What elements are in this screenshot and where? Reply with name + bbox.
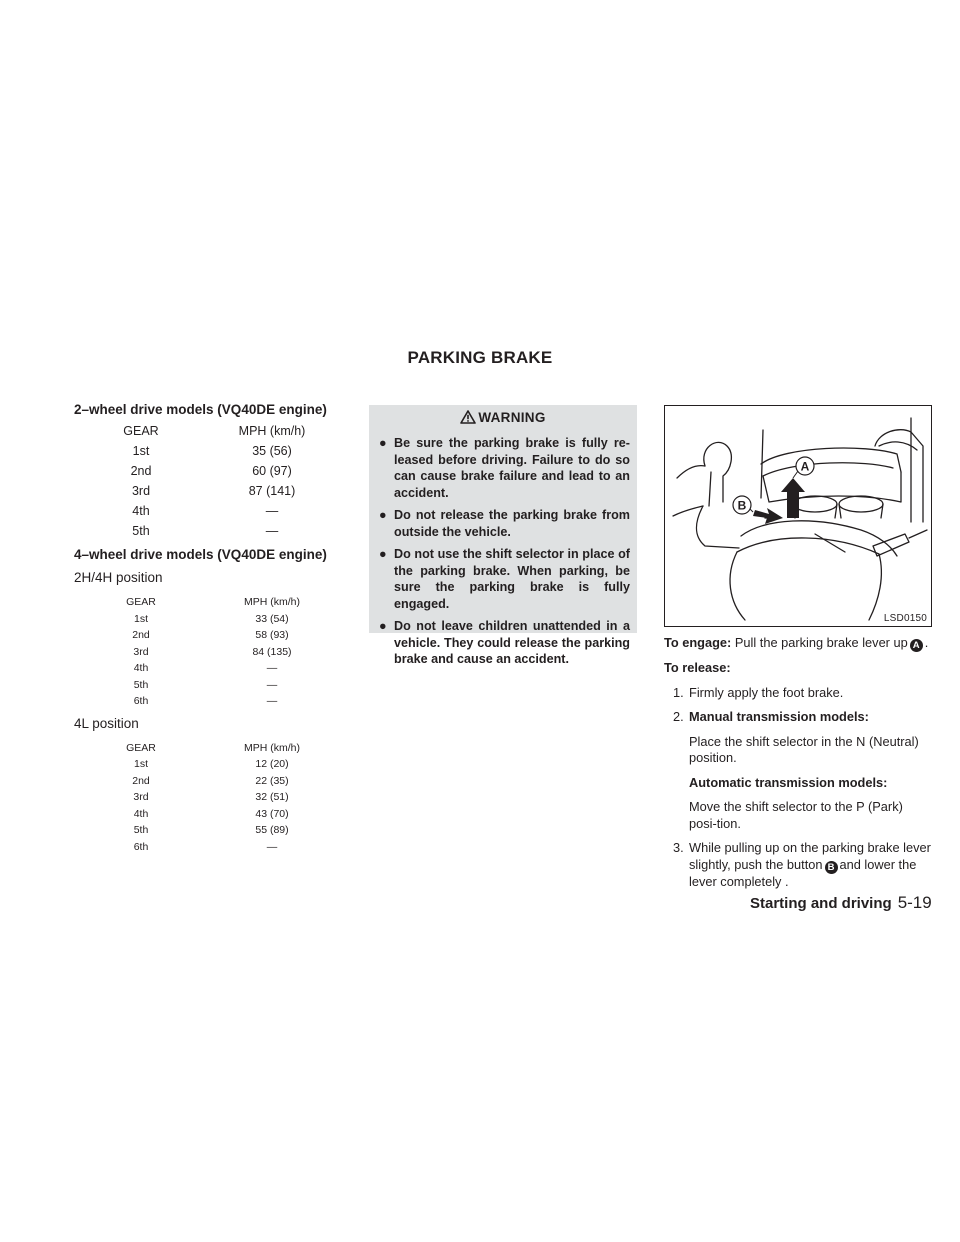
speed-header: MPH (km/h) — [244, 741, 300, 754]
callout-b: B — [737, 498, 747, 513]
table-row — [74, 677, 336, 694]
page-number: 5-19 — [897, 893, 932, 912]
list-item — [379, 618, 630, 668]
gear-cell: 1st — [132, 444, 150, 458]
gear-cell: 4th — [133, 807, 149, 820]
step-number: 2. — [673, 709, 684, 724]
table-row — [74, 521, 336, 541]
l4-position-label: 4L position — [74, 715, 139, 731]
speed-cell: — — [266, 840, 278, 853]
speed-cell: 60 (97) — [252, 464, 292, 478]
engage-label: To engage: — [664, 635, 732, 650]
speed-cell: 33 (54) — [255, 612, 289, 625]
table-row — [74, 693, 336, 710]
speed-cell: 55 (89) — [255, 824, 289, 837]
table-row — [74, 773, 336, 790]
table-row — [74, 481, 336, 501]
engage-paragraph — [664, 635, 934, 652]
gear-header: GEAR — [123, 424, 159, 438]
warning-list — [369, 435, 637, 668]
list-item — [379, 435, 630, 501]
bullet-icon: ● — [379, 436, 387, 450]
gear-cell: 3rd — [131, 484, 151, 498]
step-1 — [664, 685, 934, 702]
speed-cell: 87 (141) — [248, 484, 296, 498]
footer-section: Starting and driving — [750, 895, 892, 912]
speed-cell: — — [265, 504, 279, 518]
table-row — [74, 822, 336, 839]
auto-text: Move the shift selector to the P (Park) posi-tion. — [689, 799, 903, 831]
console-drawing — [665, 406, 931, 626]
four-wd-heading: 4–wheel drive models (VQ40DE engine) — [74, 547, 327, 562]
warning-text: Do not release the parking brake from outside the vehicle. — [394, 508, 630, 539]
speed-cell: — — [266, 662, 278, 675]
gear-cell: 4th — [132, 504, 150, 518]
warning-text: Do not use the shift selector in place of the parking brake. When parking, be sure the parking brake is fully engaged. — [394, 547, 630, 611]
list-item — [379, 546, 630, 612]
marker-b: B — [825, 861, 838, 874]
manual-heading: Manual transmission models: — [689, 709, 869, 724]
warning-box — [369, 405, 637, 666]
table-header-row — [74, 421, 336, 441]
gear-header: GEAR — [126, 596, 156, 609]
two-wd-heading: 2–wheel drive models (VQ40DE engine) — [74, 402, 327, 417]
step-text: Firmly apply the foot brake. — [689, 684, 844, 700]
release-label: To release: — [664, 660, 731, 675]
table-row — [74, 789, 336, 806]
gear-cell: 3rd — [133, 791, 149, 804]
gear-cell: 1st — [133, 758, 148, 771]
gear-cell: 6th — [133, 695, 149, 708]
parking-brake-illustration — [664, 405, 932, 627]
step-2 — [664, 709, 934, 832]
h4-position-label: 2H/4H position — [74, 570, 163, 585]
two-wd-speed-table — [74, 421, 336, 541]
gear-cell: 1st — [133, 612, 148, 625]
table-header-row — [74, 740, 336, 757]
step-number: 3. — [673, 840, 684, 855]
speed-header: MPH (km/h) — [244, 596, 300, 609]
speed-cell: 43 (70) — [255, 807, 289, 820]
speed-cell: — — [266, 678, 278, 691]
gear-cell: 2nd — [130, 464, 152, 478]
table-row — [74, 756, 336, 773]
gear-cell: 6th — [133, 840, 149, 853]
table-row — [74, 644, 336, 661]
speed-cell: 12 (20) — [255, 758, 289, 771]
gear-cell: 2nd — [132, 629, 150, 642]
table-row — [74, 839, 336, 856]
speed-cell: 32 (51) — [255, 791, 289, 804]
list-item — [379, 507, 630, 540]
table-header-row — [74, 594, 336, 611]
table-row — [74, 501, 336, 521]
table-row — [74, 611, 336, 628]
engage-end: . — [924, 635, 929, 650]
gear-cell: 3rd — [133, 645, 149, 658]
speed-cell: 22 (35) — [255, 774, 289, 787]
manual-text: Place the shift selector in the N (Neutral) position. — [689, 733, 919, 765]
speed-tables-column — [74, 402, 336, 855]
gear-cell: 5th — [133, 824, 149, 837]
warning-title: WARNING — [478, 410, 546, 425]
warning-icon — [460, 410, 476, 424]
step-3 — [664, 840, 934, 890]
speed-cell: — — [266, 695, 278, 708]
gear-cell: 5th — [132, 524, 150, 538]
speed-cell: — — [265, 524, 279, 538]
speed-cell: 58 (93) — [255, 629, 289, 642]
bullet-icon: ● — [379, 547, 387, 561]
marker-a: A — [910, 639, 923, 652]
step-number: 1. — [673, 684, 684, 700]
warning-text: Be sure the parking brake is fully re-leased before driving. Failure to do so can cause brake failure and lead to an accident. — [394, 436, 630, 500]
gear-cell: 2nd — [132, 774, 150, 787]
step-text-a: While pulling up on the parking brake lever slightly, push the button — [689, 840, 931, 872]
figure-code: LSD0150 — [883, 613, 927, 624]
h4-speed-table — [74, 594, 336, 710]
warning-header — [369, 405, 637, 431]
table-row — [74, 806, 336, 823]
table-row — [74, 461, 336, 481]
step-text-b: and lower the lever completely . — [689, 856, 917, 889]
gear-header: GEAR — [126, 741, 156, 754]
table-row — [74, 660, 336, 677]
instructions-column — [664, 635, 934, 898]
gear-cell: 5th — [133, 678, 149, 691]
bullet-icon: ● — [379, 508, 387, 522]
engage-text: Pull the parking brake lever up — [734, 635, 908, 650]
gear-cell: 4th — [133, 662, 149, 675]
auto-heading: Automatic transmission models: — [689, 774, 888, 790]
callout-a: A — [800, 459, 810, 474]
speed-cell: 84 (135) — [252, 645, 292, 658]
table-row — [74, 441, 336, 461]
l4-speed-table — [74, 740, 336, 856]
table-row — [74, 627, 336, 644]
speed-header: MPH (km/h) — [238, 424, 306, 438]
page-footer — [750, 893, 932, 913]
warning-text: Do not leave children unattended in a vehicle. They could release the parking brake and cause an accident. — [394, 619, 630, 666]
section-title: PARKING BRAKE — [407, 348, 553, 367]
bullet-icon: ● — [379, 619, 387, 633]
speed-cell: 35 (56) — [252, 444, 292, 458]
